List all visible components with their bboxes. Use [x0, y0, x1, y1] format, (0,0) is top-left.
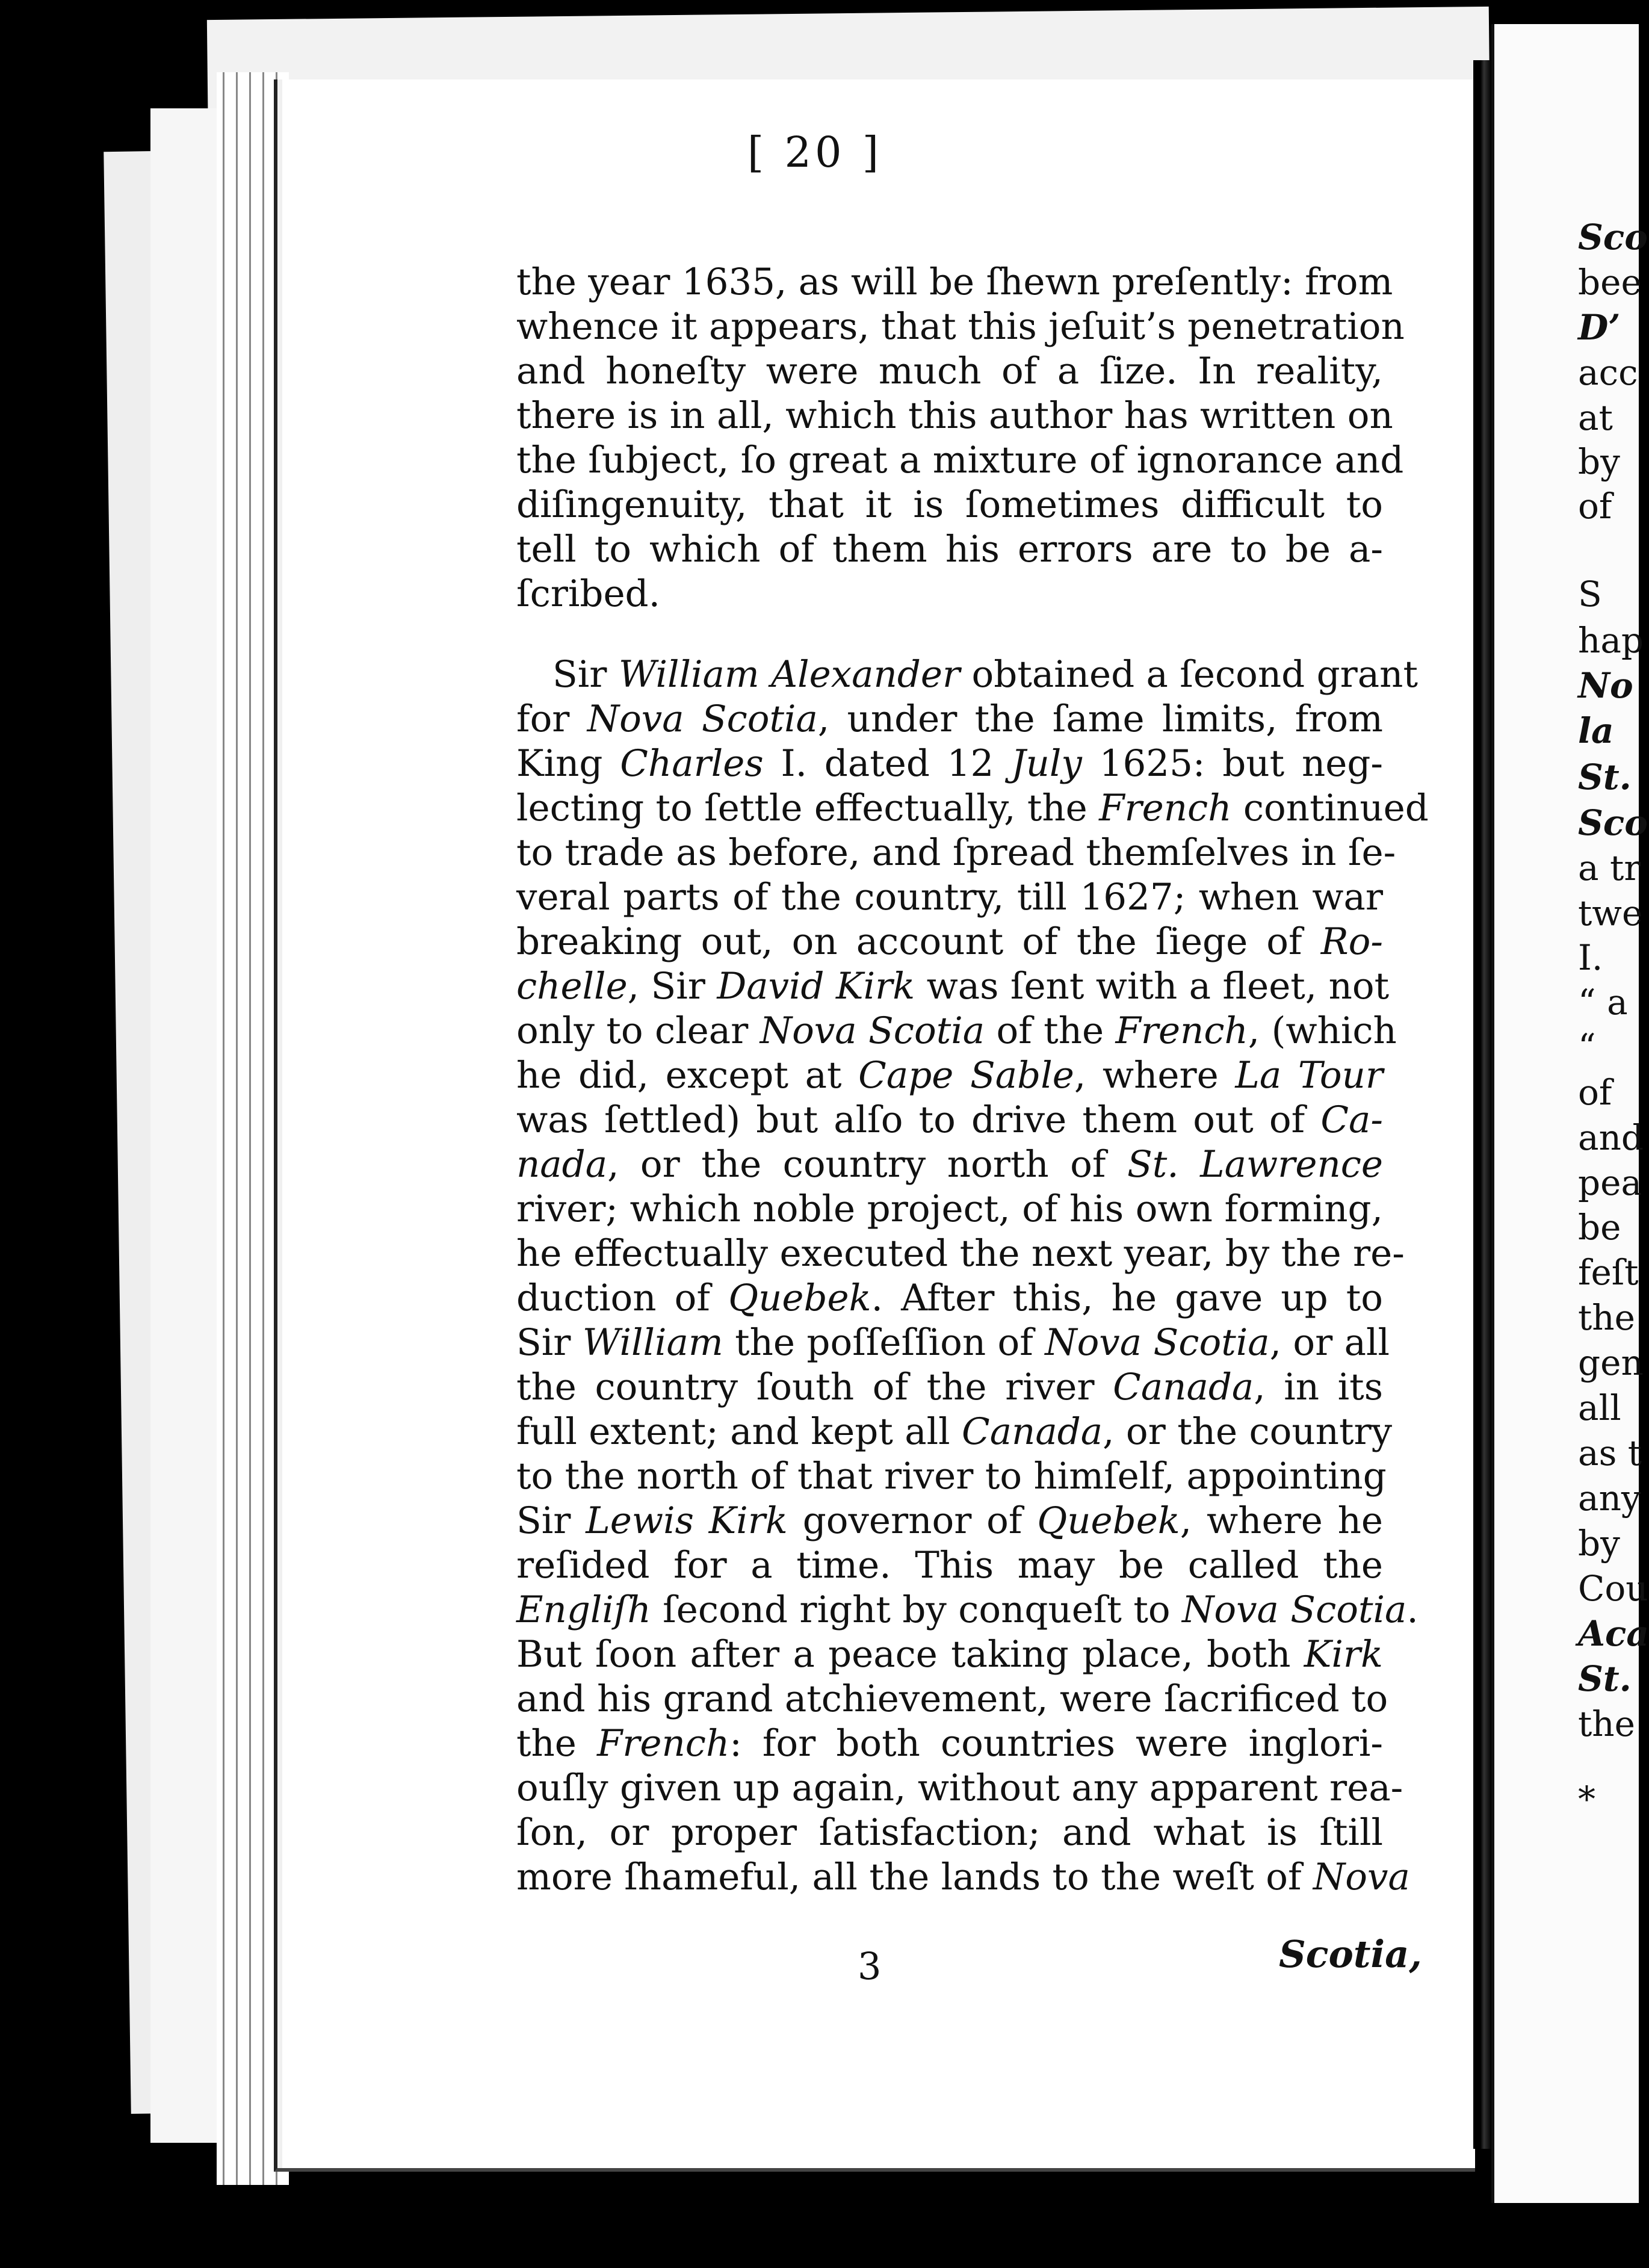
- text-line: But ſoon after a peace taking place, both Kirk: [516, 1633, 1383, 1676]
- signature-mark: 3: [858, 1944, 882, 1988]
- text-line: Sir William the poſſeſſion of Nova Scotia, or all: [516, 1321, 1390, 1364]
- book-gutter: [1473, 60, 1491, 2149]
- facing-page-fragment: of: [1578, 1072, 1612, 1113]
- facing-page-fragment: a tr: [1578, 847, 1641, 888]
- text-line: lecting to ſettle effectually, the French continued: [516, 787, 1429, 829]
- text-line: diſingenuity, that it is ſometimes difficult to: [516, 483, 1383, 526]
- facing-page-fragment: Sco: [1578, 217, 1648, 258]
- text-line: and his grand atchievement, were ſacrificed to: [516, 1678, 1388, 1720]
- facing-page-fragment: hap: [1578, 620, 1644, 661]
- facing-page-fragment: feſt: [1578, 1252, 1639, 1293]
- facing-page-fragment: of: [1578, 486, 1612, 527]
- facing-page-fragment: as t: [1578, 1433, 1642, 1473]
- text-line: the country ſouth of the river Canada, in its: [516, 1366, 1383, 1408]
- facing-page-fragment: Sco: [1578, 802, 1648, 843]
- text-line: whence it appears, that this jeſuit’s penetration: [516, 305, 1405, 348]
- text-line: tell to which of them his errors are to be a-: [516, 528, 1383, 571]
- facing-page-fragment: any: [1578, 1478, 1641, 1519]
- text-line: ſcribed.: [516, 572, 660, 615]
- facing-page-fragment: gen: [1578, 1342, 1644, 1383]
- text-line: duction of Quebek. After this, he gave up to: [516, 1277, 1383, 1319]
- facing-page-fragment: Aca: [1578, 1613, 1649, 1654]
- text-line: ouſly given up again, without any apparent rea-: [516, 1767, 1403, 1809]
- page-number: [ 20 ]: [747, 128, 883, 177]
- facing-page-fragment: *: [1578, 1779, 1595, 1820]
- text-line: more ſhameful, all the lands to the weſt of Nova: [516, 1856, 1410, 1898]
- facing-page-fragment: D’: [1578, 307, 1621, 348]
- facing-page-fragment: “: [1578, 1026, 1596, 1067]
- text-line: breaking out, on account of the ſiege of Ro-: [516, 920, 1383, 963]
- text-line: there is in all, which this author has written on: [516, 394, 1393, 437]
- text-line: and honeſty were much of a ſize. In reality,: [516, 350, 1383, 392]
- text-line: river; which noble project, of his own forming,: [516, 1188, 1383, 1230]
- text-line: chelle, Sir David Kirk was ſent with a fleet, not: [516, 965, 1390, 1008]
- text-line: to trade as before, and ſpread themſelves in ſe-: [516, 831, 1396, 874]
- text-line: King Charles I. dated 12 July 1625: but neg-: [516, 742, 1384, 785]
- text-line: to the north of that river to himſelf, appointing: [516, 1455, 1387, 1498]
- catchword: Scotia,: [1279, 1932, 1422, 1976]
- text-line: Engliſh ſecond right by conqueſt to Nova Scotia: [516, 1588, 1407, 1631]
- facing-page-fragment: S: [1578, 574, 1602, 615]
- facing-page-fragment: acc: [1578, 352, 1638, 393]
- facing-page-fragment: la: [1578, 710, 1614, 751]
- text-line: the French: for both countries were inglori-: [516, 1722, 1383, 1765]
- text-line: reſided for a time. This may be called the: [516, 1544, 1383, 1587]
- facing-page-fragment: St.: [1578, 1658, 1632, 1699]
- facing-page-fragment: pea: [1578, 1162, 1642, 1203]
- facing-page-fragment: twe: [1578, 893, 1643, 934]
- facing-page-fragment: be: [1578, 1207, 1621, 1248]
- text-line: he effectually executed the next year, by the re-: [516, 1232, 1405, 1275]
- text-line: the ſubject, ſo great a mixture of ignorance and: [516, 439, 1404, 482]
- text-line: for Nova Scotia, under the ſame limits, from: [516, 698, 1383, 740]
- text-line: ſon, or proper ſatisfaction; and what is ſtill: [516, 1811, 1383, 1854]
- page-body: [516, 260, 1429, 1900]
- text-line: full extent; and kept all Canada, or the country: [516, 1410, 1393, 1453]
- facing-page-fragment: St.: [1578, 757, 1632, 798]
- text-line: Sir William Alexander obtained a ſecond grant: [552, 653, 1418, 696]
- facing-page-fragment: and: [1578, 1117, 1644, 1158]
- text-line: Sir Lewis Kirk governor of Quebek, where he: [516, 1499, 1384, 1542]
- facing-page-fragment: the: [1578, 1297, 1635, 1338]
- facing-page-fragment: I.: [1578, 937, 1603, 978]
- text-line: veral parts of the country, till 1627; when war: [516, 876, 1383, 919]
- facing-page: [1491, 24, 1639, 2203]
- facing-page-fragment: all: [1578, 1387, 1621, 1428]
- paragraph-gap: [516, 616, 1383, 652]
- text-line: the year 1635, as will be ſhewn preſently: from: [516, 261, 1393, 303]
- facing-page-fragment: by: [1578, 441, 1620, 482]
- text-line: nada, or the country north of St. Lawrence: [516, 1143, 1383, 1186]
- facing-page-fragment: at: [1578, 397, 1613, 438]
- facing-page-fragment: “ a: [1578, 982, 1628, 1023]
- text-line: he did, except at Cape Sable, where La Tour: [516, 1054, 1384, 1097]
- text-line: only to clear Nova Scotia of the French, (which: [516, 1009, 1397, 1052]
- facing-page-fragment: by: [1578, 1523, 1620, 1564]
- facing-page-fragment: the: [1578, 1703, 1635, 1744]
- facing-page-fragment: bee: [1578, 262, 1642, 303]
- facing-page-fragment: Cou: [1578, 1568, 1648, 1609]
- facing-page-fragment: No: [1578, 665, 1633, 706]
- text-line: was ſettled) but alſo to drive them out of Ca-: [516, 1098, 1383, 1141]
